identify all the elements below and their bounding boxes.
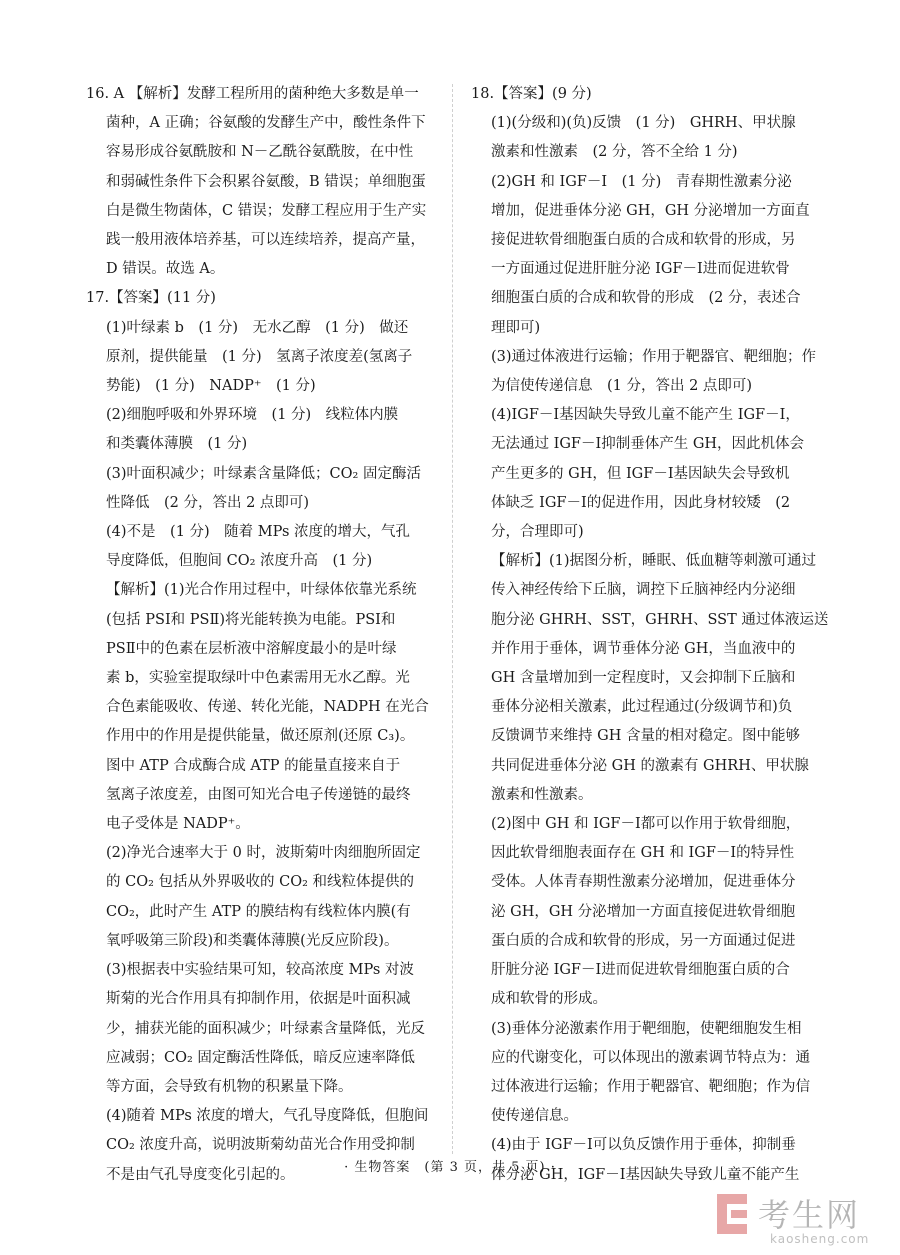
watermark-url: kaosheng.com [770, 1232, 870, 1246]
text-line: 氧呼吸第三阶段)和类囊体薄膜(光反应阶段)。 [106, 932, 399, 949]
text-line: 反馈调节来维持 GH 含量的相对稳定。图中能够 [491, 728, 800, 745]
text-line: (3)叶面积减少；叶绿素含量降低；CO₂ 固定酶活 [106, 465, 421, 482]
text-line: (4)IGF－Ⅰ基因缺失导致儿童不能产生 IGF－Ⅰ， [491, 407, 800, 424]
text-line: 【解析】(1)光合作用过程中，叶绿体依靠光系统 [106, 582, 417, 599]
text-line: (3)通过体液进行运输；作用于靶器官、靶细胞；作 [491, 348, 817, 365]
text-line: 胞分泌 GHRH、SST，GHRH、SST 通过体液运送 [491, 611, 829, 628]
text-line: 激素和性激素。 [491, 786, 593, 803]
text-line: (1)叶绿素 b (1 分) 无水乙醇 (1 分) 做还 [106, 319, 409, 336]
text-line: 为信使传递信息 (1 分，答出 2 点即可) [491, 378, 753, 395]
text-line: 泌 GH，GH 分泌增加一方面直接促进软骨细胞 [491, 903, 796, 920]
text-line: 因此软骨细胞表面存在 GH 和 IGF－Ⅰ的特异性 [491, 845, 795, 862]
text-line: 应减弱；CO₂ 固定酶活性降低，暗反应速率降低 [106, 1049, 415, 1066]
question-16 [86, 80, 432, 284]
text-line: 16. A 【解析】发酵工程所用的菌种绝大多数是单一 [86, 86, 419, 102]
left-column [86, 80, 432, 1190]
text-line: GH 含量增加到一定程度时，又会抑制下丘脑和 [491, 670, 796, 687]
text-line: D 错误。故选 A。 [106, 261, 225, 278]
text-line: 【解析】(1)据图分析，睡眠、低血糖等刺激可通过 [491, 553, 817, 570]
text-line: 合色素能吸收、传递、转化光能，NADPH 在光合 [106, 699, 429, 716]
text-line: 白是微生物菌体，C 错误；发酵工程应用于生产实 [106, 202, 427, 219]
text-line: 肝脏分泌 IGF－Ⅰ进而促进软骨细胞蛋白质的合 [491, 962, 790, 979]
text-line: 产生更多的 GH，但 IGF－Ⅰ基因缺失会导致机 [491, 465, 790, 482]
text-line: 容易形成谷氨酰胺和 N－乙酰谷氨酰胺，在中性 [106, 144, 414, 161]
question-18-header: 18.【答案】(9 分) [471, 86, 592, 102]
text-line: 细胞蛋白质的合成和软骨的形成 (2 分，表述合 [491, 290, 801, 307]
text-line: 电子受体是 NADP⁺。 [106, 816, 250, 833]
question-18-answer [471, 109, 817, 547]
text-line: 成和软骨的形成。 [491, 991, 607, 1008]
text-line: 增加，促进垂体分泌 GH，GH 分泌增加一方面直 [491, 202, 810, 219]
text-line: 分，合理即可) [491, 524, 584, 541]
text-line: 理即可) [491, 319, 541, 336]
text-line: (1)(分级和)(负)反馈 (1 分) GHRH、甲状腺 [491, 115, 796, 132]
text-line: (3)根据表中实验结果可知，较高浓度 MPs 对波 [106, 962, 414, 979]
text-line: 素 b，实验室提取绿叶中色素需用无水乙醇。光 [106, 670, 410, 687]
text-line: 使传递信息。 [491, 1108, 578, 1125]
column-divider [452, 84, 454, 1154]
text-line: 斯菊的光合作用具有抑制作用，依据是叶面积减 [106, 991, 411, 1008]
text-line: 体缺乏 IGF－Ⅰ的促进作用，因此身材较矮 (2 [491, 494, 791, 511]
question-17-analysis [86, 576, 432, 1189]
text-line: (包括 PSⅠ和 PSⅡ)将光能转换为电能。PSⅠ和 [106, 611, 396, 628]
right-column [471, 80, 829, 1190]
text-line: 应的代谢变化，可以体现出的激素调节特点为：通 [491, 1049, 810, 1066]
text-line: (4)不是 (1 分) 随着 MPs 浓度的增大，气孔 [106, 524, 411, 541]
text-line: 少，捕获光能的面积减少；叶绿素含量降低，光反 [106, 1020, 425, 1037]
text-line: 垂体分泌相关激素，此过程通过(分级调节和)负 [491, 699, 793, 716]
text-line: 并作用于垂体，调节垂体分泌 GH，当血液中的 [491, 640, 796, 657]
text-line: 势能) (1 分) NADP⁺ (1 分) [106, 378, 316, 395]
watermark-name: 考生网 [758, 1196, 861, 1234]
text-line: 氢离子浓度差，由图可知光合电子传递链的最终 [106, 786, 411, 803]
text-line: (2)GH 和 IGF－Ⅰ (1 分) 青春期性激素分泌 [491, 173, 792, 190]
text-line: CO₂ 浓度升高，说明波斯菊幼苗光合作用受抑制 [106, 1137, 415, 1154]
text-line: 蛋白质的合成和软骨的形成，另一方面通过促进 [491, 932, 796, 949]
question-17-header: 17.【答案】(11 分) [86, 290, 216, 307]
text-line: 激素和性激素 (2 分，答不全给 1 分) [491, 144, 738, 161]
text-line: 不是由气孔导度变化引起的。 [106, 1166, 295, 1183]
text-line: 接促进软骨细胞蛋白质的合成和软骨的形成，另 [491, 232, 796, 249]
text-line: PSⅡ中的色素在层析液中溶解度最小的是叶绿 [106, 640, 397, 657]
page-footer: · 生物答案 (第 3 页，共 5 页) · [344, 1160, 556, 1175]
text-line: 无法通过 IGF－Ⅰ抑制垂体产生 GH，因此机体会 [491, 436, 805, 453]
text-line: 的 CO₂ 包括从外界吸收的 CO₂ 和线粒体提供的 [106, 874, 415, 891]
text-line: 一方面通过促进肝脏分泌 IGF－Ⅰ进而促进软骨 [491, 261, 790, 278]
text-line: 作用中的作用是提供能量，做还原剂(还原 C₃)。 [106, 728, 415, 745]
text-line: CO₂，此时产生 ATP 的膜结构有线粒体内膜(有 [106, 903, 411, 920]
text-line: 性降低 (2 分，答出 2 点即可) [106, 494, 310, 511]
text-line: 导度降低，但胞间 CO₂ 浓度升高 (1 分) [106, 553, 373, 570]
text-line: 受体。人体青春期性激素分泌增加，促进垂体分 [491, 874, 796, 891]
text-line: (4)由于 IGF－Ⅰ可以负反馈作用于垂体，抑制垂 [491, 1137, 796, 1154]
text-line: (3)垂体分泌激素作用于靶细胞，使靶细胞发生相 [491, 1020, 802, 1037]
question-18-analysis [471, 547, 829, 1189]
text-line: 菌种，A 正确；谷氨酸的发酵生产中，酸性条件下 [106, 115, 426, 132]
text-line: 和弱碱性条件下会积累谷氨酸，B 错误；单细胞蛋 [106, 173, 426, 190]
text-line: 过体液进行运输；作用于靶器官、靶细胞；作为信 [491, 1078, 810, 1095]
text-line: (4)随着 MPs 浓度的增大，气孔导度降低，但胞间 [106, 1108, 429, 1125]
text-line: (2)图中 GH 和 IGF－Ⅰ都可以作用于软骨细胞， [491, 816, 801, 833]
text-line: 体分泌 GH，IGF－Ⅰ基因缺失导致儿童不能产生 [491, 1166, 800, 1183]
text-line: (2)细胞呼吸和外界环境 (1 分) 线粒体内膜 [106, 407, 399, 424]
text-line: 践一般用液体培养基，可以连续培养，提高产量， [106, 232, 425, 249]
question-17-answer [86, 314, 432, 577]
text-line: 共同促进垂体分泌 GH 的激素有 GHRH、甲状腺 [491, 757, 809, 774]
text-line: 和类囊体薄膜 (1 分) [106, 436, 248, 453]
text-line: (2)净光合速率大于 0 时，波斯菊叶肉细胞所固定 [106, 845, 421, 862]
text-line: 图中 ATP 合成酶合成 ATP 的能量直接来自于 [106, 757, 401, 774]
text-line: 传入神经传给下丘脑，调控下丘脑神经内分泌细 [491, 582, 796, 599]
text-line: 等方面，会导致有机物的积累量下降。 [106, 1078, 353, 1095]
text-line: 原剂，提供能量 (1 分) 氢离子浓度差(氢离子 [106, 348, 413, 365]
